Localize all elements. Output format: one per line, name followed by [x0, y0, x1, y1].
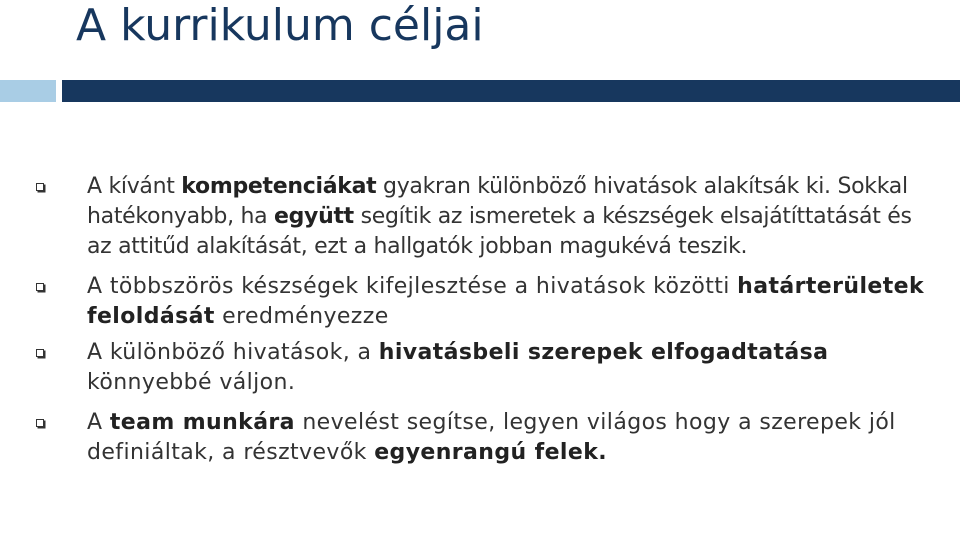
bullet-text-segment: nevelést segítse, legyen világos hogy a szerepek jól definiáltak, a résztvevők: [87, 410, 896, 465]
bullet-text: [87, 410, 896, 465]
bullet-text-segment: A: [87, 410, 110, 435]
bullet-item: [36, 172, 936, 262]
title-accent-bar-dark: [62, 80, 960, 102]
bullet-text-bold: hivatásbeli szerepek elfogadtatása: [378, 340, 829, 365]
bullet-text-segment: könnyebbé váljon.: [87, 370, 296, 395]
bullet-text-bold: együtt: [273, 204, 354, 229]
bullet-item: [36, 272, 936, 332]
slide-title: A kurrikulum céljai: [76, 0, 484, 51]
bullet-text: [87, 340, 828, 395]
checkbox-square-bullet-icon: [36, 283, 44, 291]
bullet-text-segment: A többszörös készségek kifejlesztése a hivatások közötti: [87, 274, 738, 299]
bullet-item: [36, 408, 936, 468]
bullet-text-segment: A kívánt: [87, 174, 182, 199]
bullet-list: [36, 172, 936, 468]
bullet-text-segment: segítik az ismeretek a készségek elsajátíttatását és az attitűd alakítását, ezt a hallgatók jobban magukévá teszik.: [87, 204, 912, 259]
bullet-text: [87, 274, 924, 329]
bullet-text-bold: team munkára: [109, 410, 295, 435]
bullet-text-bold: egyenrangú felek.: [374, 440, 607, 465]
bullet-text-bold: kompetenciákat: [181, 174, 377, 199]
title-accent-bar-light: [0, 80, 56, 102]
bullet-text-segment: eredményezze: [214, 304, 389, 329]
checkbox-square-bullet-icon: [36, 349, 44, 357]
bullet-text-segment: gyakran különböző hivatások alakítsák ki. Sokkal hatékonyabb, ha: [87, 174, 908, 229]
checkbox-square-bullet-icon: [36, 419, 44, 427]
bullet-text: [87, 174, 912, 259]
bullet-text-segment: A különböző hivatások, a: [87, 340, 379, 365]
bullet-item: [36, 338, 936, 398]
bullet-text-bold: határterületek feloldását: [87, 274, 924, 329]
checkbox-square-bullet-icon: [36, 183, 44, 191]
